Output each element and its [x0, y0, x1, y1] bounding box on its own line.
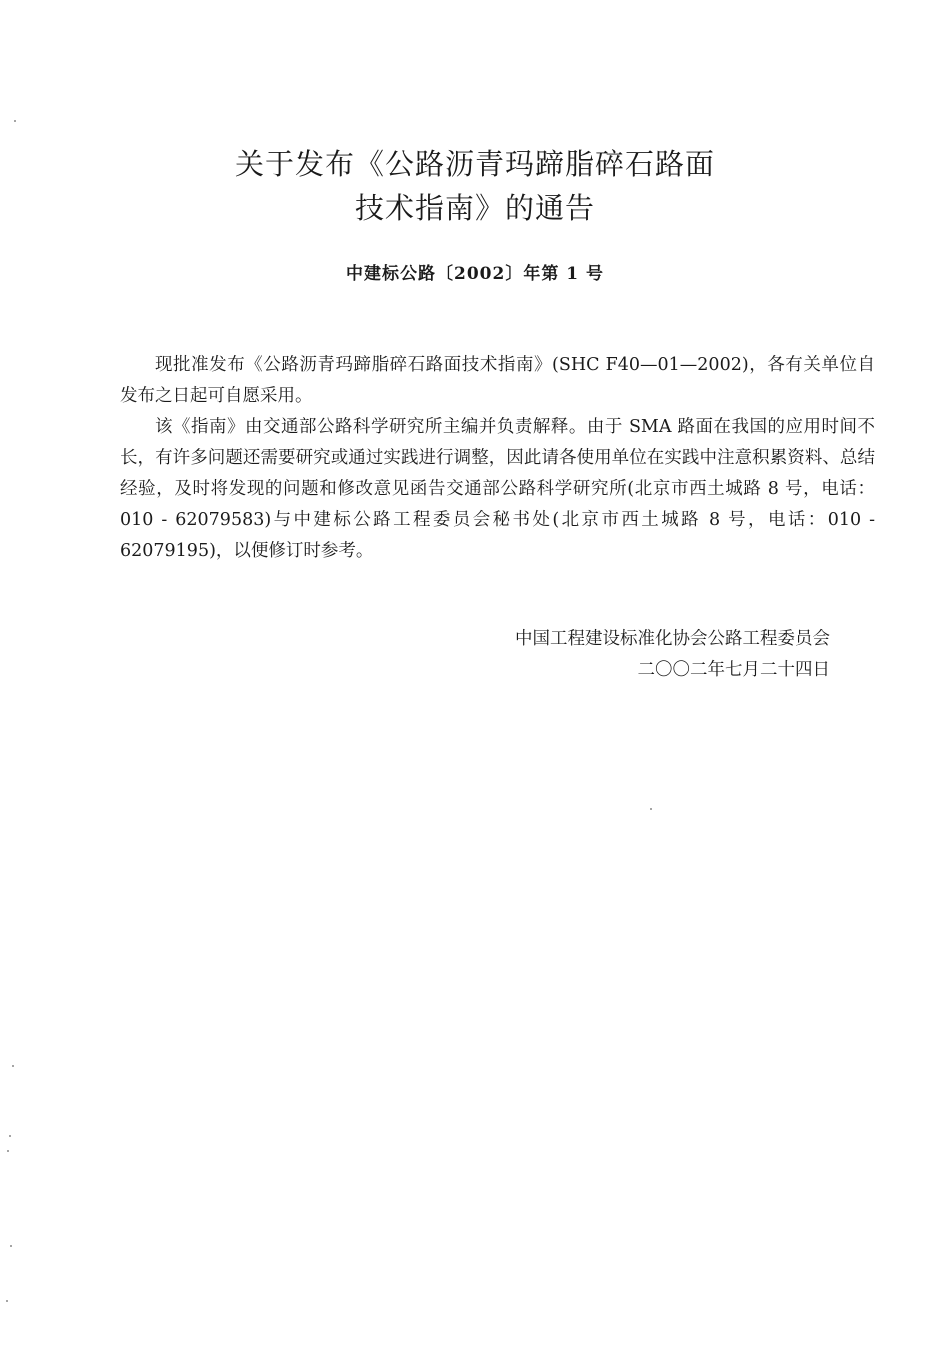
- scan-speck: [12, 1065, 14, 1067]
- issuing-organization: 中国工程建设标准化协会公路工程委员会: [515, 629, 830, 649]
- scan-speck: [9, 1135, 11, 1137]
- paragraph-explanation: 该《指南》由交通部公路科学研究所主编并负责解释。由于 SMA 路面在我国的应用时间不长，有许多问题还需要研究或通过实践进行调整，因此请各使用单位在实践中注意积累资料、总结经验，及时将发现的问题和修改意见函告交通部公路科学研究所(北京市西土城路 8 号，电话：010 - 62079583)与中建标公路工程委员会秘书处(北京市西土城路 8 号，电话：010 - 62079195)，以便修订时参考。: [120, 417, 875, 561]
- scan-speck: [14, 120, 16, 122]
- scan-speck: [6, 1300, 8, 1302]
- notice-title-line-2: 技术指南》的通告: [354, 191, 595, 225]
- scan-speck: [7, 1150, 9, 1152]
- scan-speck: [10, 1245, 12, 1247]
- document-number: 中建标公路〔2002〕年第 1 号: [346, 264, 604, 284]
- issue-date: 二〇〇二年七月二十四日: [637, 660, 830, 680]
- scan-speck: [650, 808, 652, 810]
- notice-body: [120, 350, 875, 567]
- notice-title-line-1: 关于发布《公路沥青玛蹄脂碎石路面: [234, 147, 715, 181]
- signature-block: [515, 624, 830, 686]
- paragraph-approval: 现批准发布《公路沥青玛蹄脂碎石路面技术指南》(SHC F40—01—2002)，各有关单位自发布之日起可自愿采用。: [120, 355, 875, 406]
